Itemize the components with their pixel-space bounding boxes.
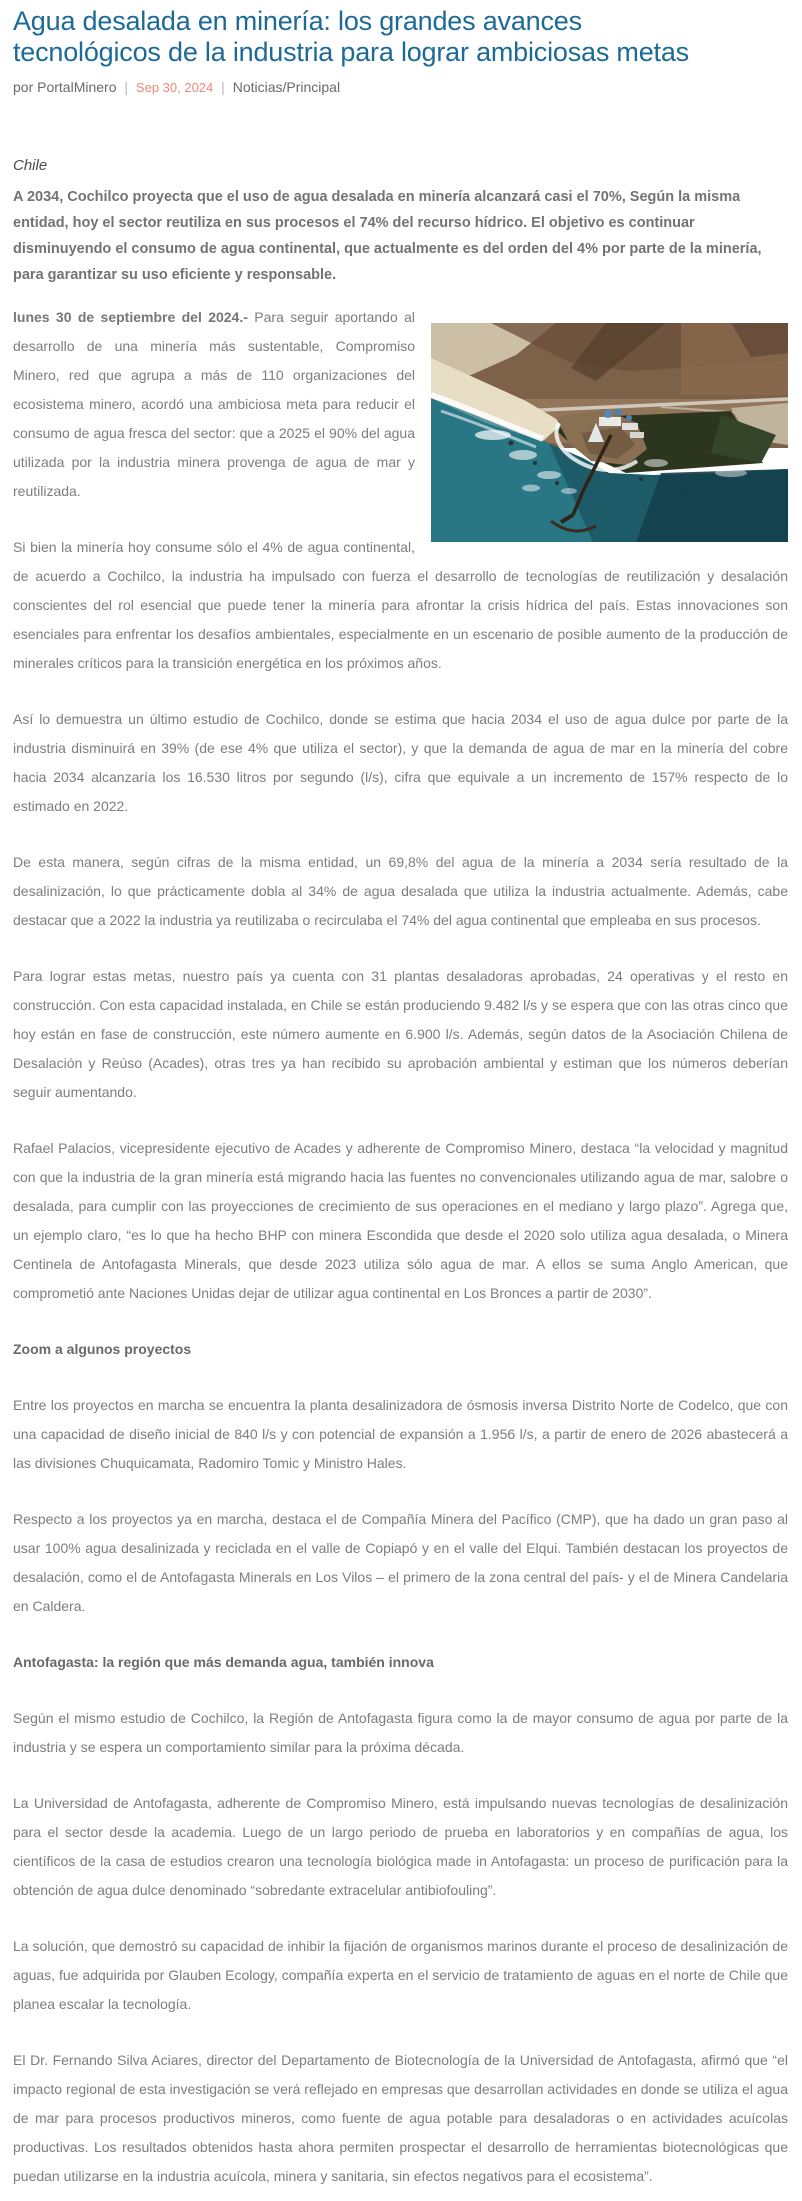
paragraph-10: La Universidad de Antofagasta, adherente de Compromiso Minero, está impulsando nuevas tecnologías de desalinización para el sector desde la academia. Luego de un largo periodo de prueba en laboratorios y en compañías de agua, los científicos de la casa de estudios crearon una tecnología biológica made in Antofagasta: un proceso de purificación para la obtención de agua dulce denominado “sobredante extracelular antibiofouling”. [13,1794,788,1898]
page-title: Agua desalada en minería: los grandes avances tecnológicos de la industria para lograr ambiciosas metas [13,6,689,67]
paragraph-11: La solución, que demostró su capacidad de inhibir la fijación de organismos marinos durante el proceso de desalinización de aguas, fue adquirida por Glauben Ecology, compañía experta en el servicio de tratamiento de aguas en el norte de Chile que planea escalar la tecnología. [13,1937,788,2012]
article-body [13,157,788,2191]
category-link[interactable]: Noticias/Principal [232,79,341,95]
publish-date: Sep 30, 2024 [135,80,214,95]
paragraph-7: Entre los proyectos en marcha se encuentra la planta desalinizadora de ósmosis inversa Distrito Norte de Codelco, que con una capacidad de diseño inicial de 840 l/s y con potencial de expansión a 1.956 l/s, a partir de enero de 2026 abastecerá a las divisiones Chuquicamata, Radomiro Tomic y Ministro Hales. [13,1396,788,1471]
dateline-location: Chile [13,157,48,174]
paragraph-9: Según el mismo estudio de Cochilco, la Región de Antofagasta figura como la de mayor consumo de agua por parte de la industria y se espera un comportamiento similar para la próxima década. [13,1709,788,1755]
paragraph-1 [13,303,788,506]
byline-separator: | [221,79,225,95]
subheading-zoom-proyectos: Zoom a algunos proyectos [13,1340,192,1357]
paragraph-date-lead: lunes 30 de septiembre del 2024.- [13,308,248,325]
author-link[interactable]: PortalMinero [37,79,117,95]
subheading-antofagasta: Antofagasta: la región que más demanda agua, también innova [13,1653,434,1670]
paragraph-12: El Dr. Fernando Silva Aciares, director del Departamento de Biotecnología de la Universidad de Antofagasta, afirmó que “el impacto regional de esta investigación se verá reflejado en empresas que desarrollan actividades en donde se utiliza el agua de mar para procesos productivos mineros, como fuente de agua potable para desaladoras o en actividades acuícolas productivas. Los resultados obtenidos hasta ahora permiten prospectar el desarrollo de herramientas biotecnológicas que puedan utilizarse en la industria acuícola, minera y sanitaria, sin efectos negativos para el ecosistema”. [13,2051,788,2184]
paragraph-text: Para seguir aportando al desarrollo de una minería más sustentable, Compromiso Minero, red que agrupa a más de 110 organizaciones del ecosistema minero, acordó una ambiciosa meta para reducir el consumo de agua fresca del sector: que a 2025 el 90% del agua utilizada por la industria minera provenga de agua de mar y reutilizada. [13,308,416,499]
article-photo-desalination-plant-aerial [431,323,788,542]
byline-separator: | [124,79,129,95]
byline-prefix: por [13,79,34,95]
paragraph-3: Así lo demuestra un último estudio de Cochilco, donde se estima que hacia 2034 el uso de agua dulce por parte de la industria disminuirá en 39% (de ese 4% que utiliza el sector), y que la demanda de agua de mar en la minería del cobre hacia 2034 alcanzaría los 16.530 litros por segundo (l/s), cifra que equivale a un incremento de 157% respecto de lo estimado en 2022. [13,710,788,814]
byline [13,79,788,95]
paragraph-6: Rafael Palacios, vicepresidente ejecutivo de Acades y adherente de Compromiso Minero, destaca “la velocidad y magnitud con que la industria de la gran minería está migrando hacia las fuentes no convencionales utilizando agua de mar, salobre o desalada, para cumplir con las proyecciones de crecimiento de sus operaciones en el mediano y largo plazo”. Agrega que, un ejemplo claro, “es lo que ha hecho BHP con minera Escondida que desde el 2020 solo utiliza agua desalada, o Minera Centinela de Antofagasta Minerals, que desde 2023 utiliza sólo agua de mar. A ellos se suma Anglo American, que comprometió ante Naciones Unidas dejar de utilizar agua continental en Los Bronces a partir de 2030”. [13,1139,788,1301]
paragraph-5: Para lograr estas metas, nuestro país ya cuenta con 31 plantas desaladoras aprobadas, 24 operativas y el resto en construcción. Con esta capacidad instalada, en Chile se están produciendo 9.482 l/s y se espera que con las otras cinco que hoy están en fase de construcción, este número aumente en 6.900 l/s. Además, según datos de la Asociación Chilena de Desalación y Reúso (Acades), otras tres ya han recibido su aprobación ambiental y estiman que los números deberían seguir aumentando. [13,967,788,1100]
paragraph-8: Respecto a los proyectos ya en marcha, destaca el de Compañía Minera del Pacífico (CMP), que ha dado un gran paso al usar 100% agua desalinizada y reciclada en el valle de Copiapó y en el valle del Elqui. También destacan los proyectos de desalación, como el de Antofagasta Minerals en Los Vilos – el primero de la zona central del país- y el de Minera Candelaria en Caldera. [13,1510,788,1614]
article-summary: A 2034, Cochilco proyecta que el uso de agua desalada en minería alcanzará casi el 70%, Según la misma entidad, hoy el sector reutiliza en sus procesos el 74% del recurso hídrico. El objetivo es continuar disminuyendo el consumo de agua continental, que actualmente es del orden del 4% por parte de la minería, para garantizar su uso eficiente y responsable. [13,189,762,283]
paragraph-4: De esta manera, según cifras de la misma entidad, un 69,8% del agua de la minería a 2034 sería resultado de la desalinización, lo que prácticamente dobla al 34% de agua desalada que utiliza la industria actualmente. Además, cabe destacar que a 2022 la industria ya reutilizaba o recirculaba el 74% del agua continental que empleaba en sus procesos. [13,853,788,928]
paragraph-2: Si bien la minería hoy consume sólo el 4% de agua continental, de acuerdo a Cochilco, la industria ha impulsado con fuerza el desarrollo de tecnologías de reutilización y desalación conscientes del rol esencial que puede tener la minería para afrontar la crisis hídrica del país. Estas innovaciones son esenciales para enfrentar los desafíos ambientales, especialmente en un escenario de posible aumento de la producción de minerales críticos para la transición energética en los próximos años. [13,538,788,671]
